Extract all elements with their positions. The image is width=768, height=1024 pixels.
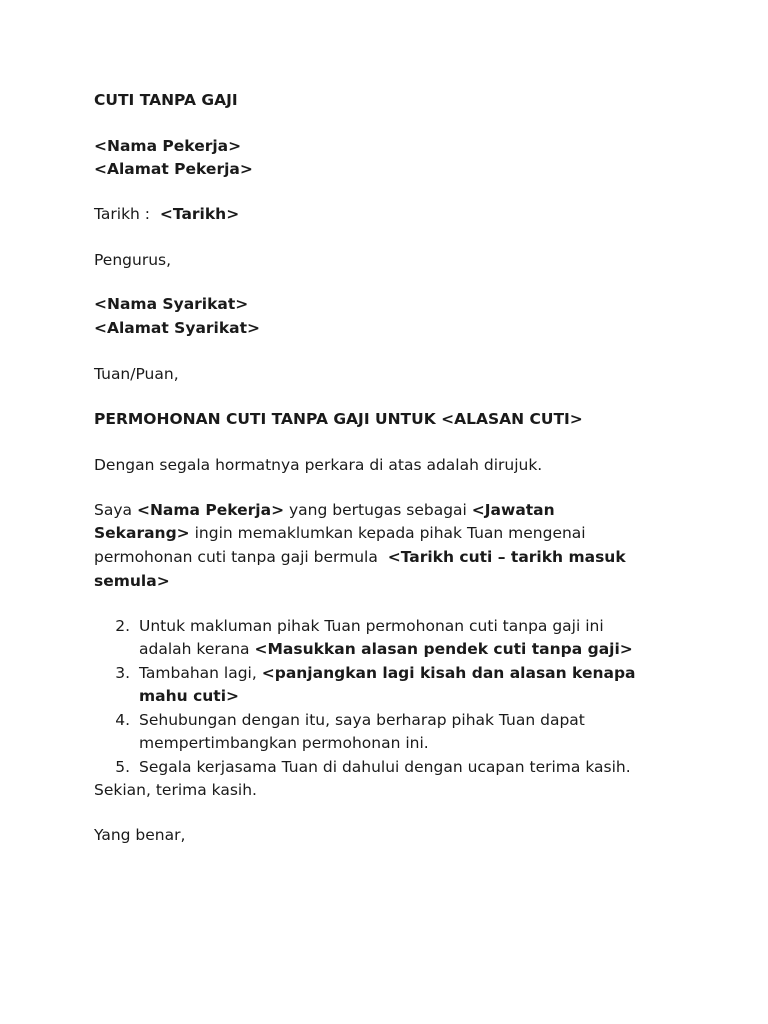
list-item-2-line1: Untuk makluman pihak Tuan permohonan cuti tanpa gaji ini xyxy=(139,617,604,635)
signoff-line: Yang benar, xyxy=(94,826,186,844)
list-item-text: adalah kerana xyxy=(139,640,250,658)
date-line xyxy=(94,202,239,226)
paragraph1-text: yang bertugas sebagai xyxy=(289,501,467,519)
recipient-title: Pengurus, xyxy=(94,251,172,269)
paragraph1-position: <Jawatan xyxy=(471,501,555,519)
subject-line: PERMOHONAN CUTI TANPA GAJI UNTUK <ALASAN CUTI> xyxy=(94,410,583,428)
list-number: 3. xyxy=(115,664,130,682)
paragraph1-text: permohonan cuti tanpa gaji bermula xyxy=(94,548,378,566)
list-item-3-line2: mahu cuti> xyxy=(139,687,240,705)
paragraph1-position: Sekarang> xyxy=(94,524,190,542)
greeting: Tuan/Puan, xyxy=(94,365,179,383)
list-item-placeholder: <panjangkan lagi kisah dan alasan kenapa xyxy=(261,664,636,682)
date-value: <Tarikh> xyxy=(159,205,240,223)
list-number: 2. xyxy=(115,617,130,635)
list-item-2-line2 xyxy=(139,637,633,661)
paragraph1-text: Saya xyxy=(94,501,133,519)
paragraph1-dates: <Tarikh cuti – tarikh masuk xyxy=(387,548,626,566)
sender-address: <Alamat Pekerja> xyxy=(94,160,253,178)
paragraph1-employee-name: <Nama Pekerja> xyxy=(136,501,285,519)
list-item-placeholder: <Masukkan alasan pendek cuti tanpa gaji> xyxy=(254,640,633,658)
list-item-4-line1: Sehubungan dengan itu, saya berharap pihak Tuan dapat xyxy=(139,711,585,729)
company-address: <Alamat Syarikat> xyxy=(94,319,261,337)
letter-title: CUTI TANPA GAJI xyxy=(94,91,238,109)
opening-sentence: Dengan segala hormatnya perkara di atas adalah dirujuk. xyxy=(94,456,543,474)
list-item-3-line1 xyxy=(139,661,636,685)
list-item-5-line1: Segala kerjasama Tuan di dahului dengan ucapan terima kasih. xyxy=(139,758,631,776)
paragraph1-text: ingin memaklumkan kepada pihak Tuan mengenai xyxy=(194,524,586,542)
sender-name: <Nama Pekerja> xyxy=(94,137,242,155)
paragraph1-line4: semula> xyxy=(94,572,170,590)
closing-line: Sekian, terima kasih. xyxy=(94,781,257,799)
paragraph1-line2 xyxy=(94,521,586,545)
paragraph1-line3 xyxy=(94,545,626,569)
company-name: <Nama Syarikat> xyxy=(94,295,249,313)
list-number: 5. xyxy=(115,758,130,776)
paragraph1-line1 xyxy=(94,498,555,522)
date-label: Tarikh : xyxy=(94,205,151,223)
list-number: 4. xyxy=(115,711,130,729)
list-item-text: Tambahan lagi, xyxy=(139,664,257,682)
list-item-4-line2: mempertimbangkan permohonan ini. xyxy=(139,734,429,752)
